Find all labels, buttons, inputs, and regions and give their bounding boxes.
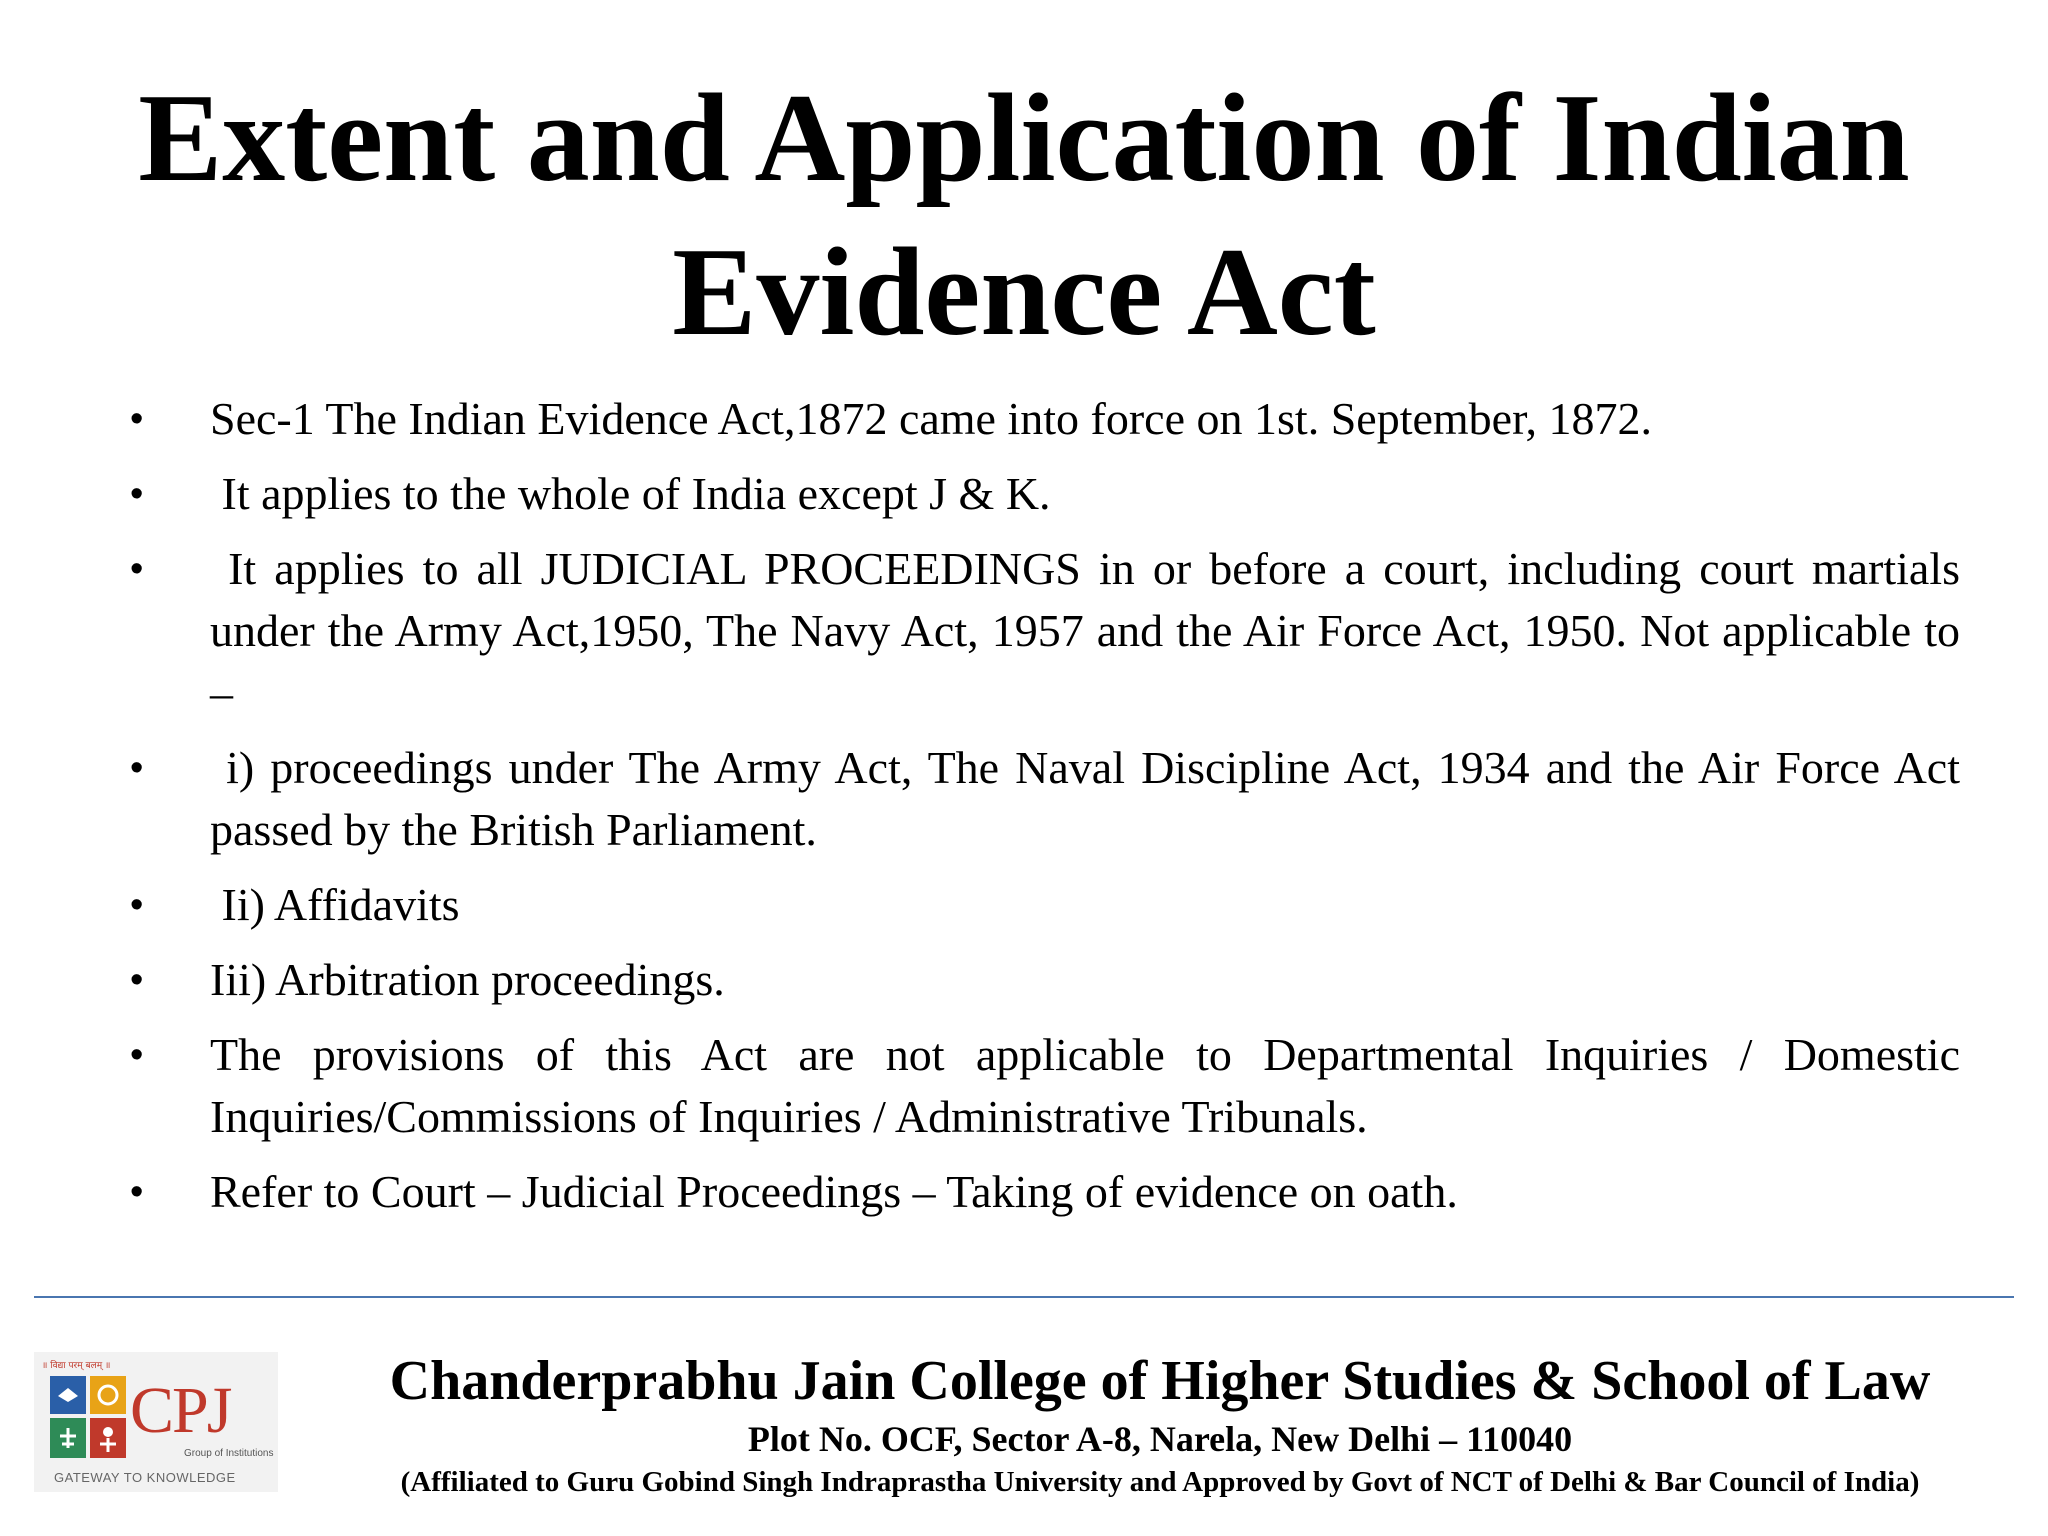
bullet-item [120,1024,1960,1148]
bullet-text: The provisions of this Act are not applicable to Departmental Inquiries / Domestic Inquiries/Commissions of Inquiries / Administrative Tribunals. [210,1029,1960,1142]
bullet-text: Iii) Arbitration proceedings. [210,954,725,1005]
bullet-item [120,737,1972,861]
bullet-text: Sec-1 The Indian Evidence Act,1872 came into force on 1st. September, 1872. [210,393,1653,444]
college-logo [34,1352,278,1492]
bullet-icon: • [130,959,144,1001]
bullet-item [120,463,1960,525]
bullet-text: It applies to all JUDICIAL PROCEEDINGS in or before a court, including court martials under the Army Act,1950, The Navy Act, 1957 and the Air Force Act, 1950. Not applicable to – [210,543,1972,718]
bullet-icon: • [130,1171,144,1213]
bullet-icon: • [130,473,144,515]
bullet-text: Ii) Affidavits [210,879,460,930]
slide-title: Extent and Application of Indian Evidence Act [138,69,1910,362]
bullet-text: It applies to the whole of India except J & K. [210,468,1051,519]
logo-motto: ॥ विद्या परम् बलम् ॥ [42,1361,111,1371]
logo-tagline: GATEWAY TO KNOWLEDGE [54,1470,236,1485]
bullet-list [120,388,1972,1236]
college-address: Plot No. OCF, Sector A-8, Narela, New Delhi – 110040 [747,1419,1573,1459]
bullet-item [120,1161,1960,1223]
bullet-item [120,538,1972,724]
logo-group-text: Group of Institutions [184,1448,274,1459]
bullet-text: Refer to Court – Judicial Proceedings – Taking of evidence on oath. [210,1166,1458,1217]
bullet-icon: • [130,747,144,789]
logo-text: CPJ [130,1374,231,1447]
college-name: Chanderprabhu Jain College of Higher Studies & School of Law [389,1350,1931,1412]
bullet-icon: • [130,884,144,926]
bullet-icon: • [130,1034,144,1076]
bullet-icon: • [130,398,144,440]
bullet-item [120,874,1960,936]
shield-icon [48,1374,128,1460]
bullet-item [120,388,1960,450]
bullet-icon: • [130,548,144,590]
bullet-item [120,949,1960,1011]
footer-divider [34,1296,2014,1298]
bullet-text: i) proceedings under The Army Act, The Naval Discipline Act, 1934 and the Air Force Act passed by the British Parliament. [210,742,1972,855]
college-affiliation: (Affiliated to Guru Gobind Singh Indraprastha University and Approved by Govt of NCT of Delhi & Bar Council of India) [400,1466,1920,1498]
